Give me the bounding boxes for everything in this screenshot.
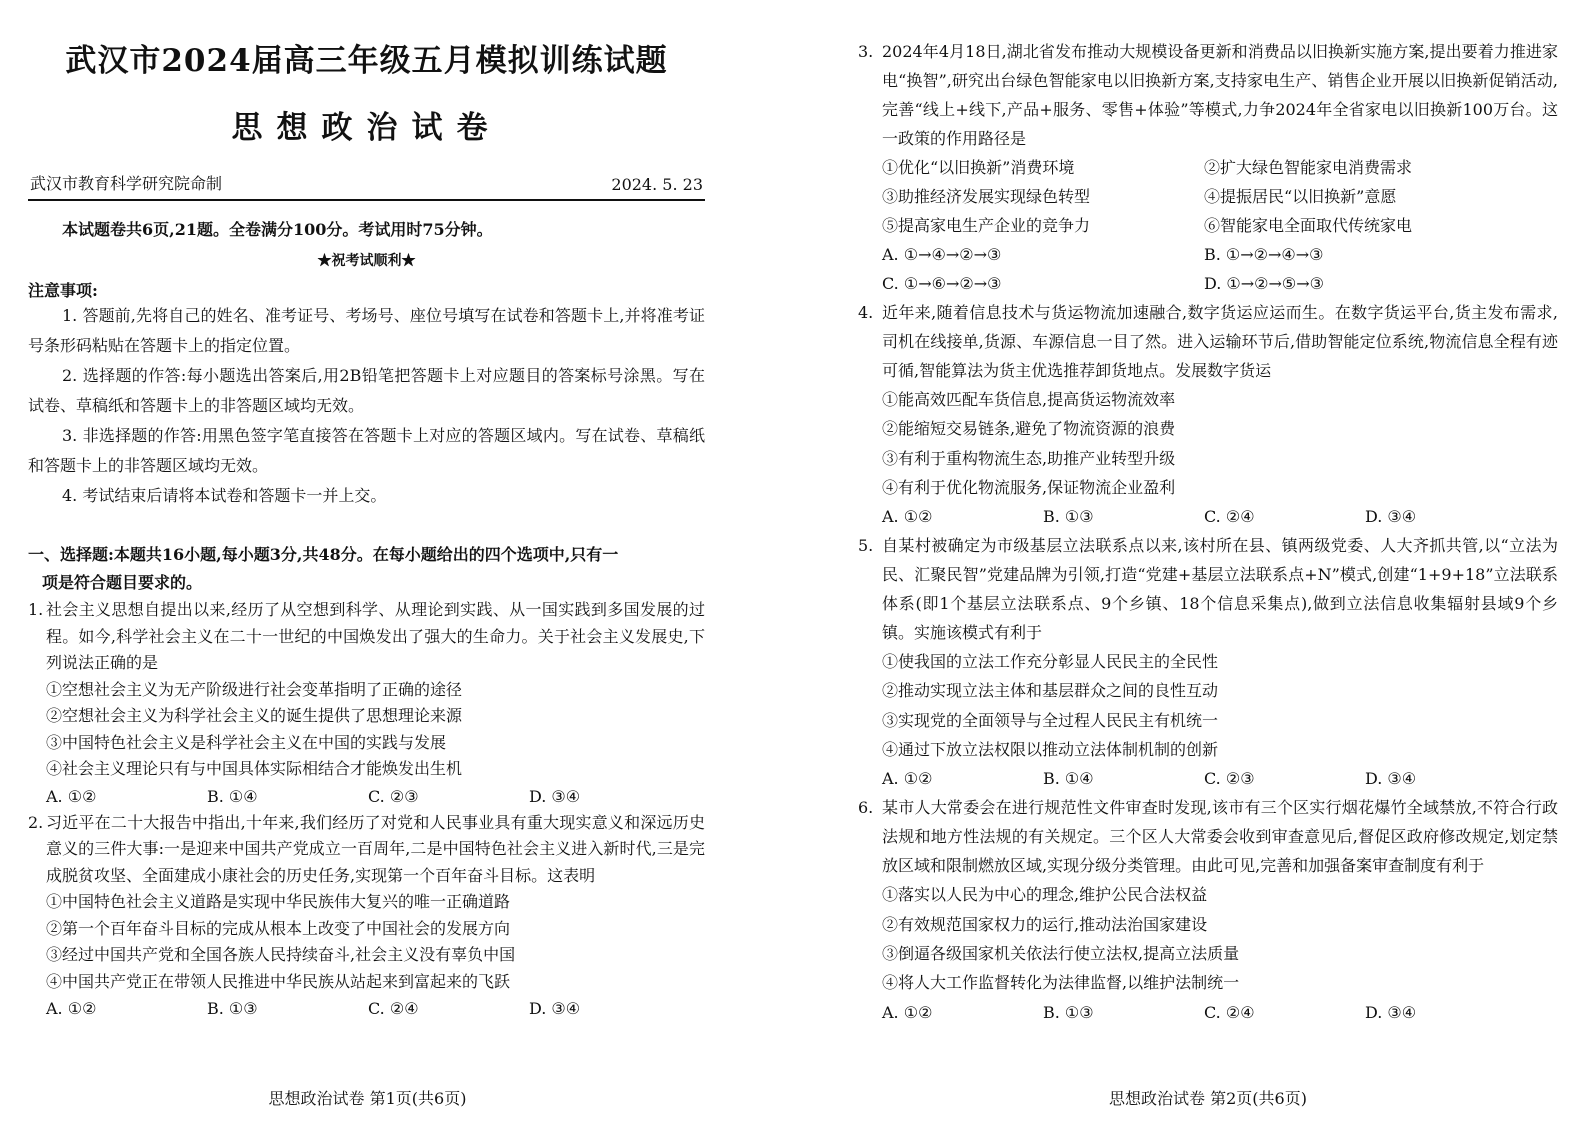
choice-a[interactable]: A. ①② xyxy=(882,769,933,789)
choice-a[interactable]: A. ①② xyxy=(46,999,97,1018)
statement: ④通过下放立法权限以推动立法体制机制的创新 xyxy=(882,740,1219,760)
choice-c[interactable]: C. ②④ xyxy=(1204,507,1255,527)
choice-c[interactable]: C. ②④ xyxy=(368,999,419,1018)
page-footer: 思想政治试卷 第2页(共6页) xyxy=(1109,1089,1307,1108)
statement: ①中国特色社会主义道路是实现中华民族伟大复兴的唯一正确道路 xyxy=(46,892,511,911)
statement: ④中国共产党正在带领人民推进中华民族从站起来到富起来的飞跃 xyxy=(46,971,511,991)
question-5 xyxy=(858,531,1558,793)
question-stem: 社会主义思想自提出以来,经历了从空想到科学、从理论到实践、从一国实践到多国发展的过程。如今,科学社会主义在二十一世纪的中国焕发出了强大的生命力。关于社会主义发展史,下列说法正确的是 xyxy=(46,600,705,672)
exam-summary: 本试题卷共6页,21题。全卷满分100分。考试用时75分钟。 xyxy=(62,220,493,239)
note-item: 2. 选择题的作答:每小题选出答案后,用2B铅笔把答题卡上对应题目的答案标号涂黑。写在试卷、草稿纸和答题卡上的非答题区域均无效。 xyxy=(28,366,705,415)
exam-page-2 xyxy=(858,0,1558,1123)
answer-choices xyxy=(858,502,1558,531)
statement: ①优化“以旧换新”消费环境 xyxy=(882,158,1075,177)
statement: ③倒逼各级国家机关依法行使立法权,提高立法质量 xyxy=(882,943,1240,963)
answer-choices xyxy=(28,995,705,1022)
statement: ②空想社会主义为科学社会主义的诞生提供了思想理论来源 xyxy=(46,706,463,725)
choice-b[interactable]: B. ①④ xyxy=(207,786,258,806)
statement: ②有效规范国家权力的运行,推动法治国家建设 xyxy=(882,914,1208,934)
choice-b[interactable]: B. ①③ xyxy=(1043,1002,1094,1022)
good-luck-wish: ★祝考试顺利★ xyxy=(317,253,416,269)
question-stem: 2024年4月18日,湖北省发布推动大规模设备更新和消费品以旧换新实施方案,提出要着力推进家电“换智”,研究出台绿色智能家电以旧换新方案,支持家电生产、销售企业开展以旧换新促销活动,完善“线上+线下,产品+服务、零售+体验”等模式,力争2024年全省家电以旧换新100万台。这一政策的作用路径是 xyxy=(882,42,1558,148)
choice-c[interactable]: C. ②③ xyxy=(368,786,419,806)
choice-d[interactable]: D. ①→②→⑤→③ xyxy=(1204,274,1325,293)
statement: ④提振居民“以旧换新”意愿 xyxy=(1204,187,1397,206)
note-item: 1. 答题前,先将自己的姓名、准考证号、考场号、座位号填写在试卷和答题卡上,并将准考证号条形码粘贴在答题卡上的指定位置。 xyxy=(28,306,705,355)
note-item: 4. 考试结束后请将本试卷和答题卡一并上交。 xyxy=(62,486,387,505)
statement: ③中国特色社会主义是科学社会主义在中国的实践与发展 xyxy=(46,732,447,752)
section-heading xyxy=(28,541,705,597)
choice-d[interactable]: D. ③④ xyxy=(1365,769,1417,789)
question-stem: 近年来,随着信息技术与货运物流加速融合,数字货运应运而生。在数字货运平台,货主发布需求,司机在线接单,货源、车源信息一目了然。进入运输环节后,借助智能定位系统,物流信息全程有迹可循,智能算法为货主优选推荐卸货地点。发展数字货运 xyxy=(882,303,1558,380)
question-number: 4. xyxy=(858,303,874,322)
choice-a[interactable]: A. ①② xyxy=(882,507,933,527)
exam-main-title: 武汉市2024届高三年级五月模拟训练试题 xyxy=(65,43,668,79)
question-3 xyxy=(858,37,1558,298)
note-item: 3. 非选择题的作答:用黑色签字笔直接答在答题卡上对应的答题区域内。写在试卷、草稿纸和答题卡上的非答题区域均无效。 xyxy=(28,426,705,475)
question-number: 5. xyxy=(858,536,874,556)
question-stem: 某市人大常委会在进行规范性文件审查时发现,该市有三个区实行烟花爆竹全域禁放,不符合行政法规和地方性法规的有关规定。三个区人大常委会收到审查意见后,督促区政府修改规定,划定禁放区域和限制燃放区域,实现分级分类管理。由此可见,完善和加强备案审查制度有利于 xyxy=(882,798,1558,876)
exam-date: 2024. 5. 23 xyxy=(611,175,703,194)
statement: ②能缩短交易链条,避免了物流资源的浪费 xyxy=(882,419,1176,439)
choice-c[interactable]: C. ②④ xyxy=(1204,1002,1255,1022)
statement: ③经过中国共产党和全国各族人民持续奋斗,社会主义没有辜负中国 xyxy=(46,945,516,964)
notes-title: 注意事项: xyxy=(28,281,98,300)
statement: ⑤提高家电生产企业的竞争力 xyxy=(882,216,1091,235)
question-stem: 习近平在二十大报告中指出,十年来,我们经历了对党和人民事业具有重大现实意义和深远历史意义的三件大事:一是迎来中国共产党成立一百周年,二是中国特色社会主义进入新时代,三是完成脱贫攻坚、全面建成小康社会的历史任务,实现第一个百年奋斗目标。这表明 xyxy=(46,812,705,885)
choice-b[interactable]: B. ①→②→④→③ xyxy=(1204,245,1324,264)
choice-d[interactable]: D. ③④ xyxy=(1365,1002,1417,1022)
choice-a[interactable]: A. ①② xyxy=(882,1002,933,1022)
choice-c[interactable]: C. ①→⑥→②→③ xyxy=(882,274,1002,293)
choice-d[interactable]: D. ③④ xyxy=(1365,507,1417,527)
statement: ③有利于重构物流生态,助推产业转型升级 xyxy=(882,448,1176,468)
choice-d[interactable]: D. ③④ xyxy=(529,786,581,806)
section-heading-line1: 一、选择题:本题共16小题,每小题3分,共48分。在每小题给出的四个选项中,只有一 xyxy=(28,545,619,564)
answer-choices xyxy=(858,764,1558,793)
statement: ④将人大工作监督转化为法律监督,以维护法制统一 xyxy=(882,973,1240,993)
question-number: 1. xyxy=(28,600,44,619)
statement: ③助推经济发展实现绿色转型 xyxy=(882,187,1091,206)
statement: ②推动实现立法主体和基层群众之间的良性互动 xyxy=(882,681,1219,701)
exam-subject-title: 思想政治试卷 xyxy=(231,110,502,146)
question-1 xyxy=(28,597,705,810)
question-stem: 自某村被确定为市级基层立法联系点以来,该村所在县、镇两级党委、人大齐抓共管,以“立法为民、汇聚民智”党建品牌为引领,打造“党建+基层立法联系点+N”模式,创建“1+9+18”立法联系体系(即1个基层立法联系点、9个乡镇、18个信息采集点),做到立法信息收集辐射县域9个乡镇。实施该模式有利于 xyxy=(882,536,1558,643)
question-6 xyxy=(858,793,1558,1026)
choice-b[interactable]: B. ①③ xyxy=(207,999,258,1018)
question-2 xyxy=(28,810,705,1023)
statement: ②扩大绿色智能家电消费需求 xyxy=(1204,158,1413,177)
question-number: 3. xyxy=(858,42,874,61)
statement: ①使我国的立法工作充分彰显人民民主的全民性 xyxy=(882,652,1219,672)
statement: ①空想社会主义为无产阶级进行社会变革指明了正确的途径 xyxy=(46,679,463,699)
choice-a[interactable]: A. ①② xyxy=(46,786,97,806)
exam-page-1 xyxy=(0,0,735,1123)
question-4 xyxy=(858,298,1558,531)
section-heading-line2: 项是符合题目要求的。 xyxy=(42,573,203,592)
statement: ⑥智能家电全面取代传统家电 xyxy=(1204,216,1413,235)
choice-b[interactable]: B. ①④ xyxy=(1043,769,1094,789)
issuer-row xyxy=(28,171,705,201)
statement: ④有利于优化物流服务,保证物流企业盈利 xyxy=(882,477,1176,497)
page-footer: 思想政治试卷 第1页(共6页) xyxy=(268,1089,467,1108)
issuer: 武汉市教育科学研究院命制 xyxy=(30,174,223,193)
statement: ②第一个百年奋斗目标的完成从根本上改变了中国社会的发展方向 xyxy=(46,918,511,938)
question-number: 2. xyxy=(28,812,44,832)
statement: ④社会主义理论只有与中国具体实际相结合才能焕发出生机 xyxy=(46,759,463,778)
statement-grid xyxy=(858,153,1558,298)
statement: ①落实以人民为中心的理念,维护公民合法权益 xyxy=(882,885,1208,905)
statement: ①能高效匹配车货信息,提高货运物流效率 xyxy=(882,390,1176,409)
choice-b[interactable]: B. ①③ xyxy=(1043,507,1094,527)
statement: ③实现党的全面领导与全过程人民民主有机统一 xyxy=(882,710,1219,730)
choice-c[interactable]: C. ②③ xyxy=(1204,769,1255,789)
choice-d[interactable]: D. ③④ xyxy=(529,999,581,1018)
answer-choices xyxy=(28,783,705,810)
answer-choices xyxy=(858,998,1558,1027)
choice-a[interactable]: A. ①→④→②→③ xyxy=(882,245,1002,264)
question-number: 6. xyxy=(858,798,874,818)
